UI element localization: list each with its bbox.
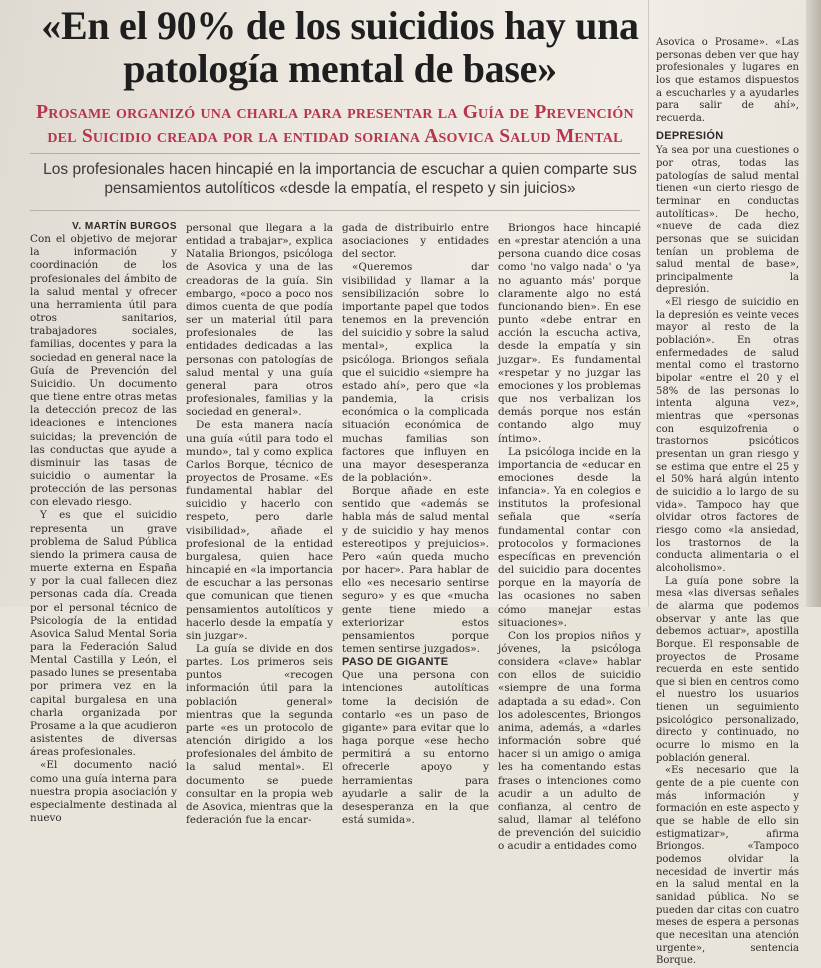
paragraph: «El documento nació como una guía interna para nuestra propia asociación y especialmente destinada al nuevo	[30, 759, 177, 825]
paragraph: De esta manera nacía una guía «útil para todo el mundo», tal y como explica Carlos Borque, técnico de proyectos de Prosame. «Es fundamental hablar del suicidio y hacerlo con respeto, pero darle visibilidad», añade el profesional de la entidad burgalesa, quien hace hincapié en «la importancia de escuchar a las personas que comunican que tienen pensamientos autolíticos y hacerlo desde la empatía y sin juzgar».	[186, 419, 333, 642]
article-column-1	[30, 220, 177, 825]
article-column-4	[498, 222, 641, 854]
column-divider	[648, 0, 649, 607]
paragraph: La guía se divide en dos partes. Los primeros seis puntos «recogen información útil para la población general» mientras que la segunda parte «es un protocolo de atención dirigido a los profesionales del ámbito de la salud mental». El documento se puede consultar en la propia web de Asovica, mientras que la federación fue la encar-	[186, 643, 333, 827]
byline: V. MARTÍN BURGOS	[72, 221, 177, 232]
article-column-5	[656, 37, 799, 968]
paragraph: Borque añade en este sentido que «además se habla más de salud mental y de suicidio y hay menos estereotipos y prejuicios». Pero «aún queda mucho por hacer». Para hablar de ello «es necesario sentirse seguro» y es que «mucha gente tiene miedo a exteriorizar estos pensamientos porque temen sentirse juzgados».	[342, 485, 489, 655]
kicker: Prosame organizó una charla para presentar la Guía de Prevención del Suicidio creada por la entidad soriana Asovica Salud Mental	[36, 102, 634, 147]
kicker-rule	[30, 153, 640, 154]
paragraph: Con el objetivo de mejorar la información y coordinación de los profesionales del ámbito de la salud mental y ofrecer una herramienta útil para otros sanitarios, trabajadores sociales, familias, docentes y para la sociedad en general nace la Guía de Prevención del Suicidio. Un documento que tiene entre otras metas la detección precoz de las ideaciones e intenciones suicidas; la prevención de las conductas que ayude a disminuir las tasas de suicidio o aumentar la protección de las personas con elevado riesgo.	[30, 233, 177, 509]
paragraph: Asovica o Prosame». «Las personas deben ver que hay profesionales y lugares en los que estamos dispuestos a escucharles y a ayudarles para salir de ahí», recuerda.	[656, 37, 799, 124]
page-edge	[806, 0, 821, 607]
subhead-rule	[30, 210, 640, 211]
paragraph: La guía pone sobre la mesa «las diversas señales de alarma que podemos observar y ante las que debemos actuar», apostilla Borque. El responsable de proyectos de Prosame recuerda en este sentido que si bien en centros como el nuestro los usuarios tienen un seguimiento psicológico personalizado, directo y continuado, no ocurre lo mismo en la población general.	[656, 575, 799, 764]
section-heading: DEPRESIÓN	[656, 129, 724, 142]
paragraph: Briongos hace hincapié en «prestar atención a una persona cuando dice cosas como 'no valgo nada' o 'ya no aguanto más' porque claramente algo no está funcionando bien». En ese punto «debe entrar en acción la escucha activa, desde la empatía y sin juzgar». Es fundamental «respetar y no juzgar las emociones y los problemas que nos verbalizan los demás porque nos están contando algo muy íntimo».	[498, 222, 641, 445]
article-column-3	[342, 222, 489, 827]
subhead: Los profesionales hacen hincapié en la importancia de escuchar a quien comparte sus pensamientos autolíticos «desde la empatía, el respeto y sin juicios»	[43, 161, 637, 197]
headline: «En el 90% de los suicidios hay una patología mental de base»	[41, 3, 639, 91]
paragraph: La psicóloga incide en la importancia de «educar en emociones desde la infancia». Ya en colegios e institutos la profesional señala que «sería fundamental contar con protocolos y formaciones específicas en prevención del suicidio para docentes porque en la mayoría de las ocasiones no saben cómo manejar estas situaciones».	[498, 445, 641, 629]
paragraph: Con los propios niños y jóvenes, la psicóloga considera «clave» hablar con ellos de suicidio «siempre de una forma adaptada a su edad». Con los adolescentes, Briongos anima, además, a «darles información sobre qué hacer si un amigo o amiga les ha comentando estas frases o intenciones como acudir a un adulto de confianza, al centro de salud, llamar al teléfono de prevención del suicidio o acudir a entidades como	[498, 629, 641, 853]
paragraph: gada de distribuirlo entre asociaciones y entidades del sector.	[342, 222, 489, 261]
paragraph: «Queremos dar visibilidad y llamar a la sensibilización sobre lo importante papel que todos tenemos en la prevención del suicidio y sobre la salud mental», explica la psicóloga. Briongos señala que el suicidio «siempre ha estado ahí», pero que «la pandemia, la crisis económica o la complicada situación económica de muchas familias son factores que influyen en una mayor desesperanza de la población».	[342, 261, 489, 484]
paragraph: «El riesgo de suicidio en la depresión es veinte veces mayor al resto de la población». En otras enfermedades de salud mental como el trastorno bipolar «entre el 20 y el 58% de las personas lo intenta alguna vez», mientras que «personas con esquizofrenia o trastornos psicóticos presentan un gran riesgo y se estima que entre el 25 y el 50% hará algún intento de suicidio a lo largo de su vida». Tampoco hay que olvidar otros factores de riesgo como «la ansiedad, los trastornos de la conducta alimentaria o el alcoholismo».	[656, 297, 799, 574]
paragraph: Ya sea por una cuestiones o por otras, todas las patologías de salud mental tienen «un cierto riesgo de terminar en conductas autolíticas». De hecho, «nueve de cada diez personas que se suicidan tenían un problema de salud mental de base», principalmente la depresión.	[656, 145, 799, 296]
article-column-2	[186, 222, 333, 827]
paragraph: Que una persona con intenciones autolíticas tome la decisión de contarlo «es un paso de gigante» para evitar que lo haga porque «ese hecho permitirá a su entorno ofrecerle apoyo y herramientas para ayudarle a salir de la desesperanza en la que está sumida».	[342, 669, 489, 827]
paragraph: personal que llegara a la entidad a trabajar», explica Natalia Briongos, psicóloga de Asovica y una de las creadoras de la guía. Sin embargo, «poco a poco nos dimos cuenta de que podía ser un material útil para profesionales de las entidades dedicadas a las personas con patologías de salud mental y una guía general para otros profesionales, familias y la sociedad en general».	[186, 222, 333, 419]
section-heading: PASO DE GIGANTE	[342, 656, 449, 669]
paragraph: Y es que el suicidio representa un grave problema de Salud Pública siendo la primera causa de muerte externa en España y por la cual fallecen diez personas cada día. Creada por el personal técnico de Psicología de la entidad Asovica Salud Mental Soria para la Federación Salud Mental Castilla y León, el pasado lunes se presentaba por primera vez en la capital burgalesa en una charla organizada por Prosame a la que acudieron asistentes de diversas áreas profesionales.	[30, 509, 177, 759]
paragraph: «Es necesario que la gente de a pie cuente con más información y formación en este aspecto y que se hable de ello sin estigmatizar», afirma Briongos. «Tampoco podemos olvidar la necesidad de invertir más en la salud mental en la sanidad pública. No se pueden dar citas con cuatro meses de espera a personas que necesitan una atención urgente», sentencia Borque.	[656, 765, 799, 967]
